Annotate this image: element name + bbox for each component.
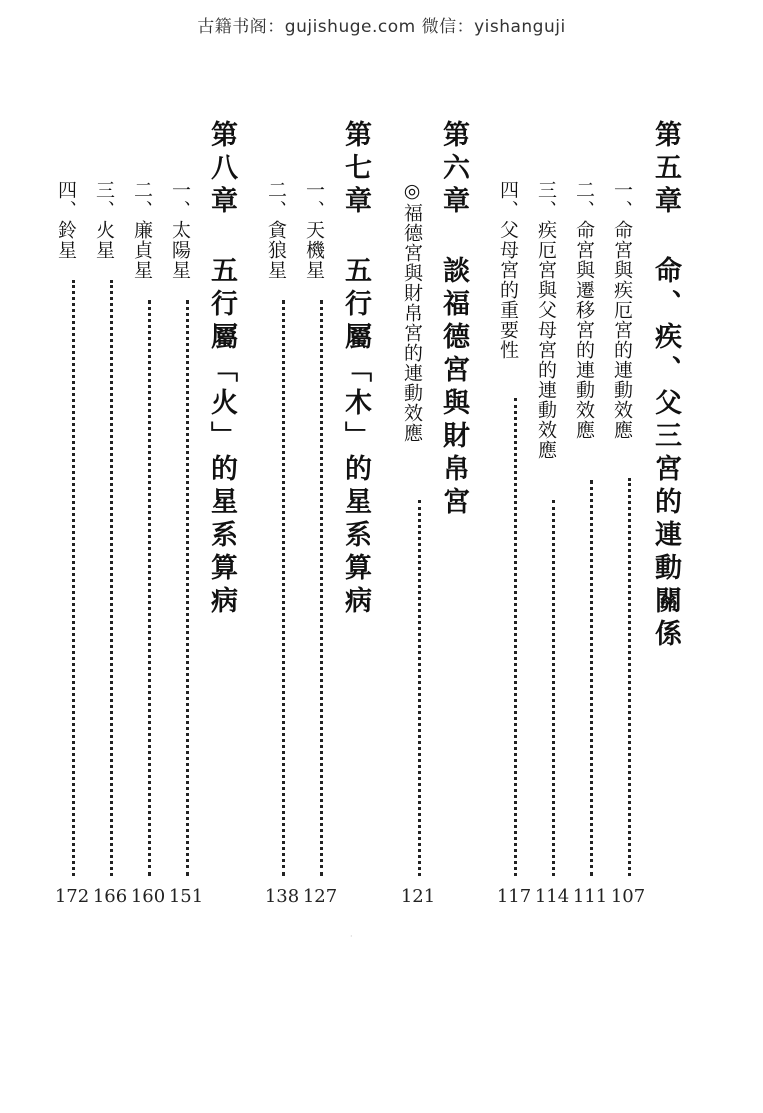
ch5-item-1-label: 一、命宮與疾厄宮的連動效應 xyxy=(611,180,633,440)
ch5-item-4-leader xyxy=(514,398,519,876)
ch5-item-3-leader xyxy=(552,500,557,876)
watermark-text: 古籍书阁：gujishuge.com 微信：yishanguji xyxy=(197,17,566,37)
scan-speck: · xyxy=(350,932,353,941)
ch5-item-3-page: 114 xyxy=(534,886,570,907)
chapter-8-title: 第八章 五行屬「火」的星系算病 xyxy=(206,120,237,619)
ch8-item-3-leader xyxy=(110,280,115,876)
ch8-item-1-page: 151 xyxy=(168,886,204,907)
ch7-item-2-page: 138 xyxy=(264,886,300,907)
ch5-item-1-leader xyxy=(628,478,633,876)
ch5-item-2-page: 111 xyxy=(572,886,608,907)
ch8-item-2-label: 二、廉貞星 xyxy=(131,180,153,280)
ch5-item-4-page: 117 xyxy=(496,886,532,907)
ch5-item-1-page: 107 xyxy=(610,886,646,907)
ch5-item-3-label: 三、疾厄宮與父母宮的連動效應 xyxy=(535,180,557,460)
chapter-7-title: 第七章 五行屬「木」的星系算病 xyxy=(340,120,371,619)
ch8-item-4-page: 172 xyxy=(54,886,90,907)
ch6-item-1-label: ◎福德宮與財帛宮的連動效應 xyxy=(401,180,423,443)
ch8-item-2-leader xyxy=(148,300,153,876)
ch5-item-2-label: 二、命宮與遷移宮的連動效應 xyxy=(573,180,595,440)
ch7-item-1-label: 一、天機星 xyxy=(303,180,325,280)
ch7-item-2-leader xyxy=(282,300,287,876)
ch7-item-2-label: 二、貪狼星 xyxy=(265,180,287,280)
ch8-item-1-label: 一、太陽星 xyxy=(169,180,191,280)
ch5-item-4-label: 四、父母宮的重要性 xyxy=(497,180,519,360)
ch8-item-4-leader xyxy=(72,280,77,876)
ch7-item-1-page: 127 xyxy=(302,886,338,907)
ch8-item-1-leader xyxy=(186,300,191,876)
ch8-item-2-page: 160 xyxy=(130,886,166,907)
ch8-item-3-label: 三、火星 xyxy=(93,180,115,260)
chapter-5-title: 第五章 命、疾、父三宮的連動關係 xyxy=(650,120,681,652)
ch5-item-2-leader xyxy=(590,480,595,876)
ch6-item-1-leader xyxy=(418,500,423,876)
ch6-item-1-page: 121 xyxy=(400,886,436,907)
chapter-6-title: 第六章 談福德宮與財帛宮 xyxy=(438,120,469,520)
ch7-item-1-leader xyxy=(320,300,325,876)
ch8-item-3-page: 166 xyxy=(92,886,128,907)
ch8-item-4-label: 四、鈴星 xyxy=(55,180,77,260)
